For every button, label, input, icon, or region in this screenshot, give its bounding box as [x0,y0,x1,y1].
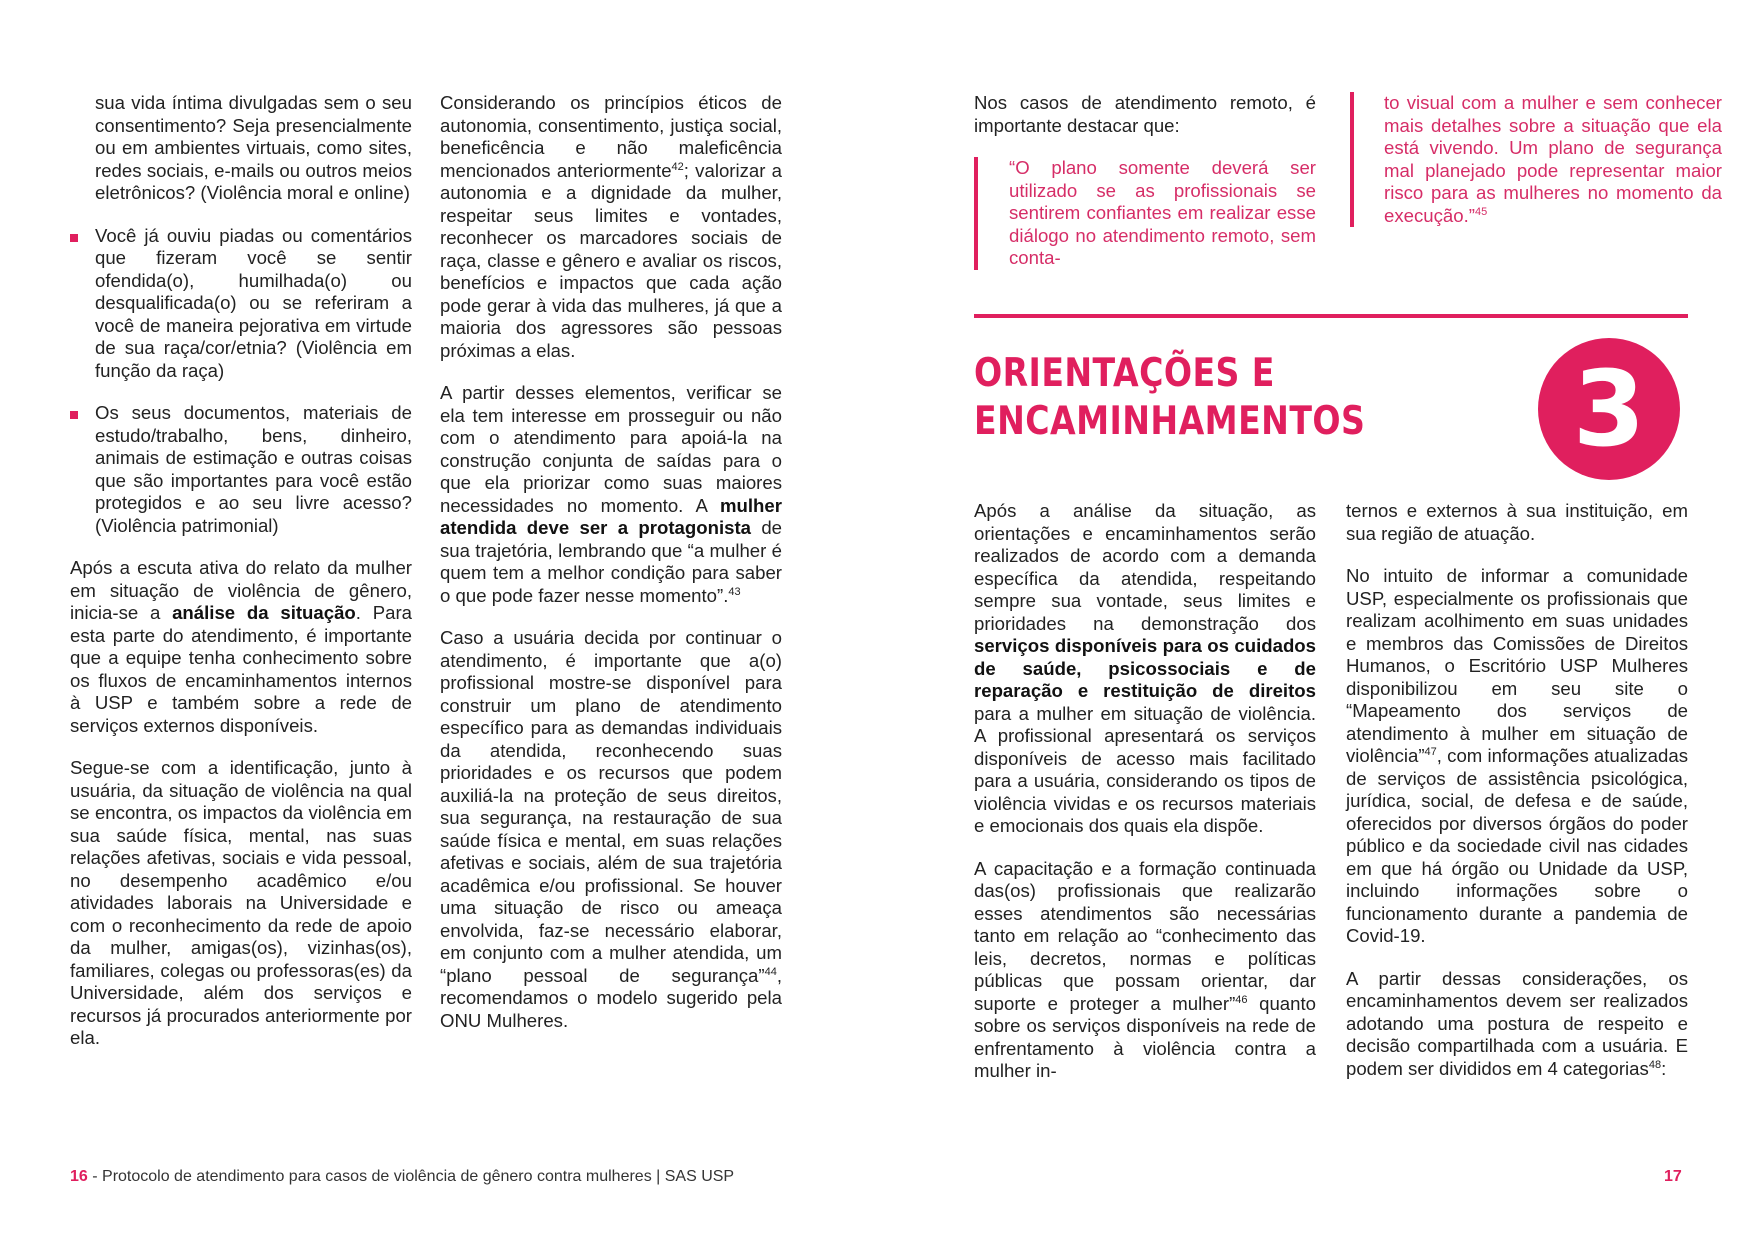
left-column-2 [440,92,782,1052]
bullet-square-icon [70,234,78,242]
paragraph: A partir desses elementos, verificar se ela tem interesse em prosseguir ou não com o atendimento para apoiá-la na construção conjunta de saídas para o que ela priorizar como suas maiores necessidades no momento. A mulher atendida deve ser a protagonista de sua trajetória, lembrando que “a mulher é quem tem a melhor condição para saber o que pode fazer nesse momento”.$^{43}$ [440,382,782,606]
section-number-badge: 3 [1538,338,1680,480]
footnote-ref: 46 [1235,993,1248,1006]
pull-quote-part-2: to visual com a mulher e sem conhecer mais detalhes sobre a situação que ela está vivendo. Um plano de segurança mal planejado pode representar maior risco para as mulheres no momento da execução.”$^{45}$ [1350,92,1722,227]
emphasis: mulher atendida deve ser a protagonista [440,494,782,538]
emphasis: análise da situação [172,602,356,623]
footnote-ref: 45 [1474,205,1488,218]
footnote-ref: 48 [1648,1058,1662,1071]
section-title: ORIENTAÇÕES E ENCAMINHAMENTOS [974,351,1366,444]
right-column-1 [974,500,1316,1103]
paragraph: ternos e externos à sua instituição, em sua região de atuação. [1346,500,1688,544]
bullet-square-icon [70,411,78,419]
footnote-ref: 47 [1424,745,1437,758]
paragraph: Caso a usuária decida por continuar o atendimento, é importante que a(o) profissional mostre-se disponível para construir um plano de atendimento específico para as demandas individuais da atendida, reconhecendo suas prioridades e os recursos que podem auxiliá-la na proteção de seus direitos, sua segurança, na restauração de sua saúde física e mental, em suas relações afetivas e sociais, além de sua trajetória acadêmica e/ou profissional. Se houver uma situação de risco ou ameaça envolvida, faz-se necessário elaborar, em conjunto com a mulher atendida, um “plano pessoal de segurança”$^{44}$, recomendamos o modelo sugerido pela ONU Mulheres. [440,627,782,1031]
footer-title: - Protocolo de atendimento para casos de violência de gênero contra mulheres | SAS USP [87,1168,735,1185]
pull-quote-part-1: “O plano somente deverá ser utilizado se as profissionais se sentirem confiantes em realizar esse diálogo no atendimento remoto, sem conta- [974,157,1316,270]
footer-left [70,1168,734,1186]
paragraph: Após a análise da situação, as orientações e encaminhamentos serão realizados de acordo com a demanda específica da atendida, respeitando sempre sua vontade, seus limites e prioridades na demonstração dos serviços disponíveis para os cuidados de saúde, psicossociais e de reparação e restituição de direitos para a mulher em situação de violência. A profissional apresentará os serviços disponíveis de acesso mais facilitado para a usuária, considerando os tipos de violência vividas e os recursos materiais e emocionais dos quais ela dispõe. [974,500,1316,836]
section-divider [974,314,1688,318]
intro-text: Nos casos de atendimento remoto, é importante destacar que: [974,92,1316,136]
right-column-2 [1346,500,1688,1100]
footnote-ref: 44 [764,965,777,978]
footnote-ref: 42 [671,160,684,173]
paragraph: A capacitação e a formação continuada das(os) profissionais que realizarão esses atendimentos são necessárias tanto em relação ao “conhecimento das leis, decretos, normas e políticas públicas que possam orientar, dar suporte e proteger a mulher”$^{46}$ quanto sobre os serviços disponíveis na rede de enfrentamento à violência contra a mulher in- [974,857,1316,1081]
paragraph: No intuito de informar a comunidade USP, especialmente os profissionais que realizam acolhimento em suas unidades e membros das Comissões de Direitos Humanos, o Escritório USP Mulheres disponibilizou em seu site o “Mapeamento dos serviços de atendimento à mulher em situação de violência”$^{47}$, com informações atualizadas de serviços de assistência psicológica, jurídica, social, de defesa e de saúde, oferecidos por diversos órgãos do poder público e da sociedade civil nas cidades em que há órgão ou Unidade da USP, incluindo informações sobre o funcionamento durante a pandemia de Covid-19. [1346,565,1688,946]
paragraph: Segue-se com a identificação, junto à usuária, da situação de violência na qual se encontra, os impactos da violência em sua saúde física, mental, nas suas relações afetivas, sociais e vida pessoal, no desempenho acadêmico e/ou atividades laborais na Universidade e com o reconhecimento da rede de apoio da mulher, amigas(os), vizinhas(os), familiares, colegas ou professoras(es) da Universidade, além dos serviços e recursos já procurados anteriormente por ela. [70,757,412,1048]
list-item: Os seus documentos, materiais de estudo/trabalho, bens, dinheiro, animais de estimação e outras coisas que são importantes para você estão protegidos e ao seu livre acesso? (Violência patrimonial) [70,402,412,537]
right-intro-column [974,92,1316,290]
paragraph: A partir dessas considerações, os encaminhamentos devem ser realizados adotando uma postura de respeito e decisão compartilhada com a usuária. E podem ser divididos em 4 categorias$^{48}$: [1346,967,1688,1079]
list-item: Você já ouviu piadas ou comentários que fizeram você se sentir ofendida(o), humilhada(o) ou desqualificada(o) ou se referiram a você de maneira pejorativa em virtude de sua raça/cor/etnia? (Violência em função da raça) [70,225,412,383]
paragraph: Considerando os princípios éticos de autonomia, consentimento, justiça social, beneficência e não maleficência mencionados anteriormente$^{42}$; valorizar a autonomia e a dignidade da mulher, respeitar seus limites e vontades, reconhecer os marcadores sociais de raça, classe e gênero e avaliar os riscos, benefícios e impactos que cada ação pode gerar à vida das mulheres, já que a maioria dos agressores são pessoas próximas a elas. [440,92,782,361]
paragraph: Após a escuta ativa do relato da mulher em situação de violência de gênero, inicia-se a análise da situação. Para esta parte do atendimento, é importante que a equipe tenha conhecimento sobre os fluxos de encaminhamentos internos à USP e também sobre a rede de serviços externos disponíveis. [70,557,412,736]
emphasis: serviços disponíveis para os cuidados de saúde, psicossociais e de reparação e restituição de direitos [974,635,1316,701]
question-list [70,225,412,538]
bullet-continuation: sua vida íntima divulgadas sem o seu consentimento? Seja presencialmente ou em ambientes virtuais, como sites, redes sociais, e-mails ou outros meios eletrônicos? (Violência moral e online) [95,92,412,203]
page-number: 17 [1664,1168,1682,1185]
page-number: 16 [70,1168,88,1185]
left-column-1 [70,92,412,1070]
footnote-ref: 43 [728,585,741,598]
